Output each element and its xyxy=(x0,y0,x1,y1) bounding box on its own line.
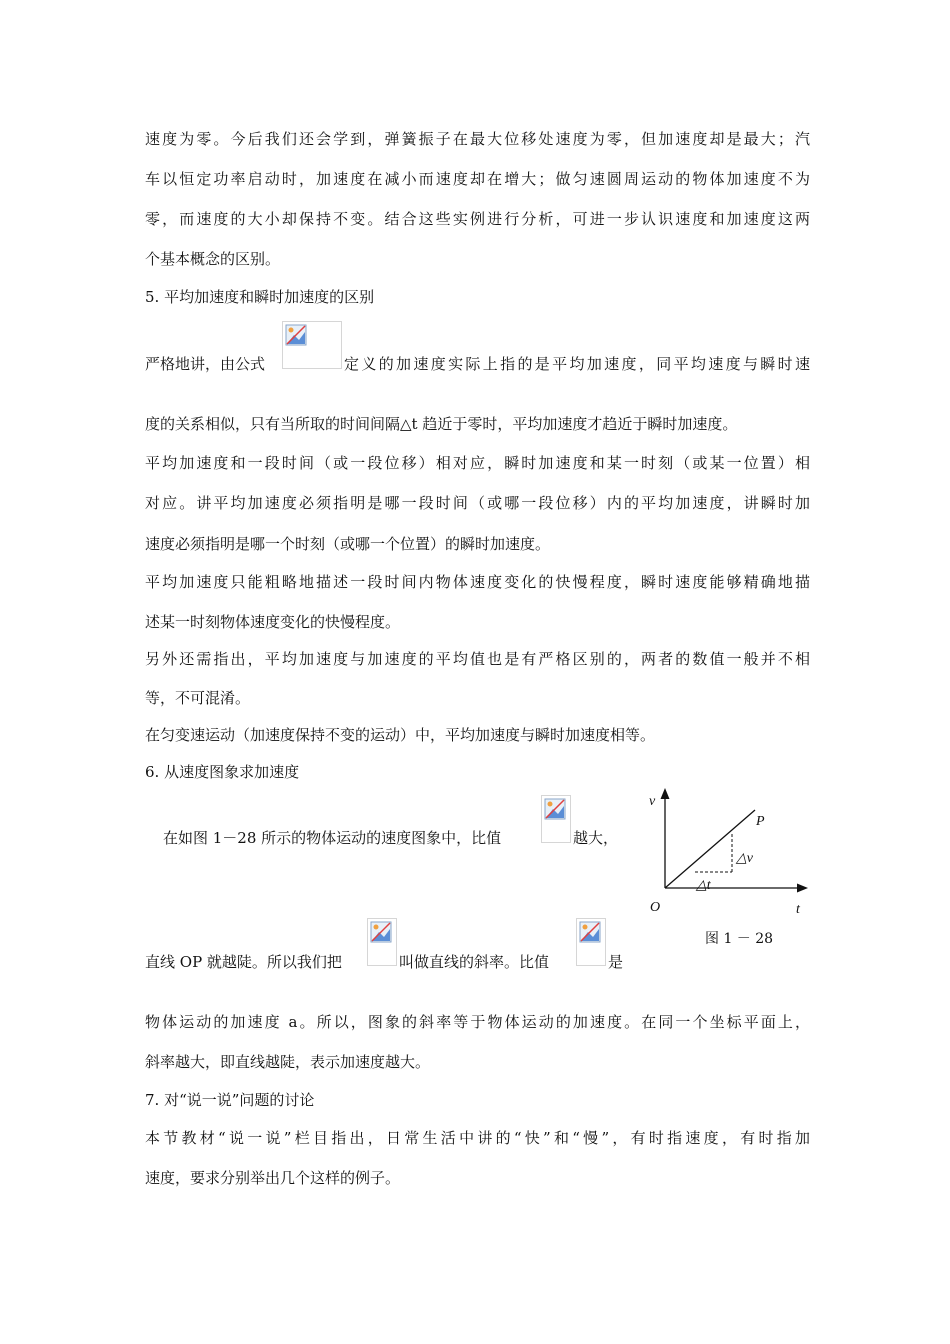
delta-t-label: △t xyxy=(696,878,711,893)
x-axis-arrow-icon xyxy=(797,884,808,893)
y-axis-label: v xyxy=(649,794,656,809)
slope-line-after: 是 xyxy=(608,953,624,971)
ratio-line-after: 越大， xyxy=(573,829,619,847)
ratio-image-placeholder xyxy=(541,795,571,843)
formula-image-placeholder xyxy=(282,321,342,369)
text-line: 对应。讲平均加速度必须指明是哪一段时间（或哪一段位移）内的平均加速度，讲瞬时加 xyxy=(145,494,810,512)
point-p-label: P xyxy=(756,814,765,829)
text-line: 速度必须指明是哪一个时刻（或哪一个位置）的瞬时加速度。 xyxy=(145,535,551,553)
figure-caption: 图 1 － 28 xyxy=(705,931,774,947)
y-axis-arrow-icon xyxy=(661,788,670,799)
text-line: 车以恒定功率启动时，加速度在减小而速度却在增大；做匀速圆周运动的物体加速度不为 xyxy=(145,170,810,188)
text-line: 平均加速度和一段时间（或一段位移）相对应，瞬时加速度和某一时刻（或某一位置）相 xyxy=(145,454,810,472)
broken-image-icon xyxy=(579,921,601,943)
text-line: 斜率越大，即直线越陡，表示加速度越大。 xyxy=(145,1053,431,1071)
section-heading: 5. 平均加速度和瞬时加速度的区别 xyxy=(145,288,375,306)
slope-line-before: 直线 OP 就越陡。所以我们把 xyxy=(145,953,342,971)
text-line: 物体运动的加速度 a。所以，图象的斜率等于物体运动的加速度。在同一个坐标平面上， xyxy=(145,1013,810,1031)
text-line: 另外还需指出，平均加速度与加速度的平均值也是有严格区别的，两者的数值一般并不相 xyxy=(145,650,810,668)
text-line: 本节教材“说一说”栏目指出，日常生活中讲的“快”和“慢”，有时指速度，有时指加 xyxy=(145,1129,810,1147)
text-line: 在匀变速运动（加速度保持不变的运动）中，平均加速度与瞬时加速度相等。 xyxy=(145,726,656,744)
velocity-time-graph xyxy=(640,780,820,920)
section-heading: 6. 从速度图象求加速度 xyxy=(145,763,300,781)
text-line: 度的关系相似，只有当所取的时间间隔△t 趋近于零时，平均加速度才趋近于瞬时加速度。 xyxy=(145,415,738,433)
text-line: 等，不可混淆。 xyxy=(145,689,251,707)
broken-image-icon xyxy=(544,798,566,820)
ratio-line-before: 在如图 1－28 所示的物体运动的速度图象中，比值 xyxy=(163,829,502,847)
text-line: 零，而速度的大小却保持不变。结合这些实例进行分析，可进一步认识速度和加速度这两 xyxy=(145,210,810,228)
text-line: 述某一时刻物体速度变化的快慢程度。 xyxy=(145,613,401,631)
origin-label: O xyxy=(650,900,661,915)
formula-line-before: 严格地讲，由公式 xyxy=(145,355,266,373)
slope-line-middle: 叫做直线的斜率。比值 xyxy=(399,953,550,971)
text-line: 速度，要求分别举出几个这样的例子。 xyxy=(145,1169,401,1187)
x-axis-label: t xyxy=(796,902,800,917)
broken-image-icon xyxy=(370,921,392,943)
section-heading: 7. 对“说一说”问题的讨论 xyxy=(145,1091,315,1109)
acceleration-image-placeholder xyxy=(576,918,606,966)
slope-image-placeholder xyxy=(367,918,397,966)
text-line: 速度为零。今后我们还会学到，弹簧振子在最大位移处速度为零，但加速度却是最大；汽 xyxy=(145,130,810,148)
delta-v-label: △v xyxy=(736,851,753,866)
text-line: 个基本概念的区别。 xyxy=(145,250,281,268)
broken-image-icon xyxy=(285,324,307,346)
text-line: 平均加速度只能粗略地描述一段时间内物体速度变化的快慢程度，瞬时速度能够精确地描 xyxy=(145,573,810,591)
formula-line-after: 定义的加速度实际上指的是平均加速度，同平均速度与瞬时速 xyxy=(344,355,810,373)
